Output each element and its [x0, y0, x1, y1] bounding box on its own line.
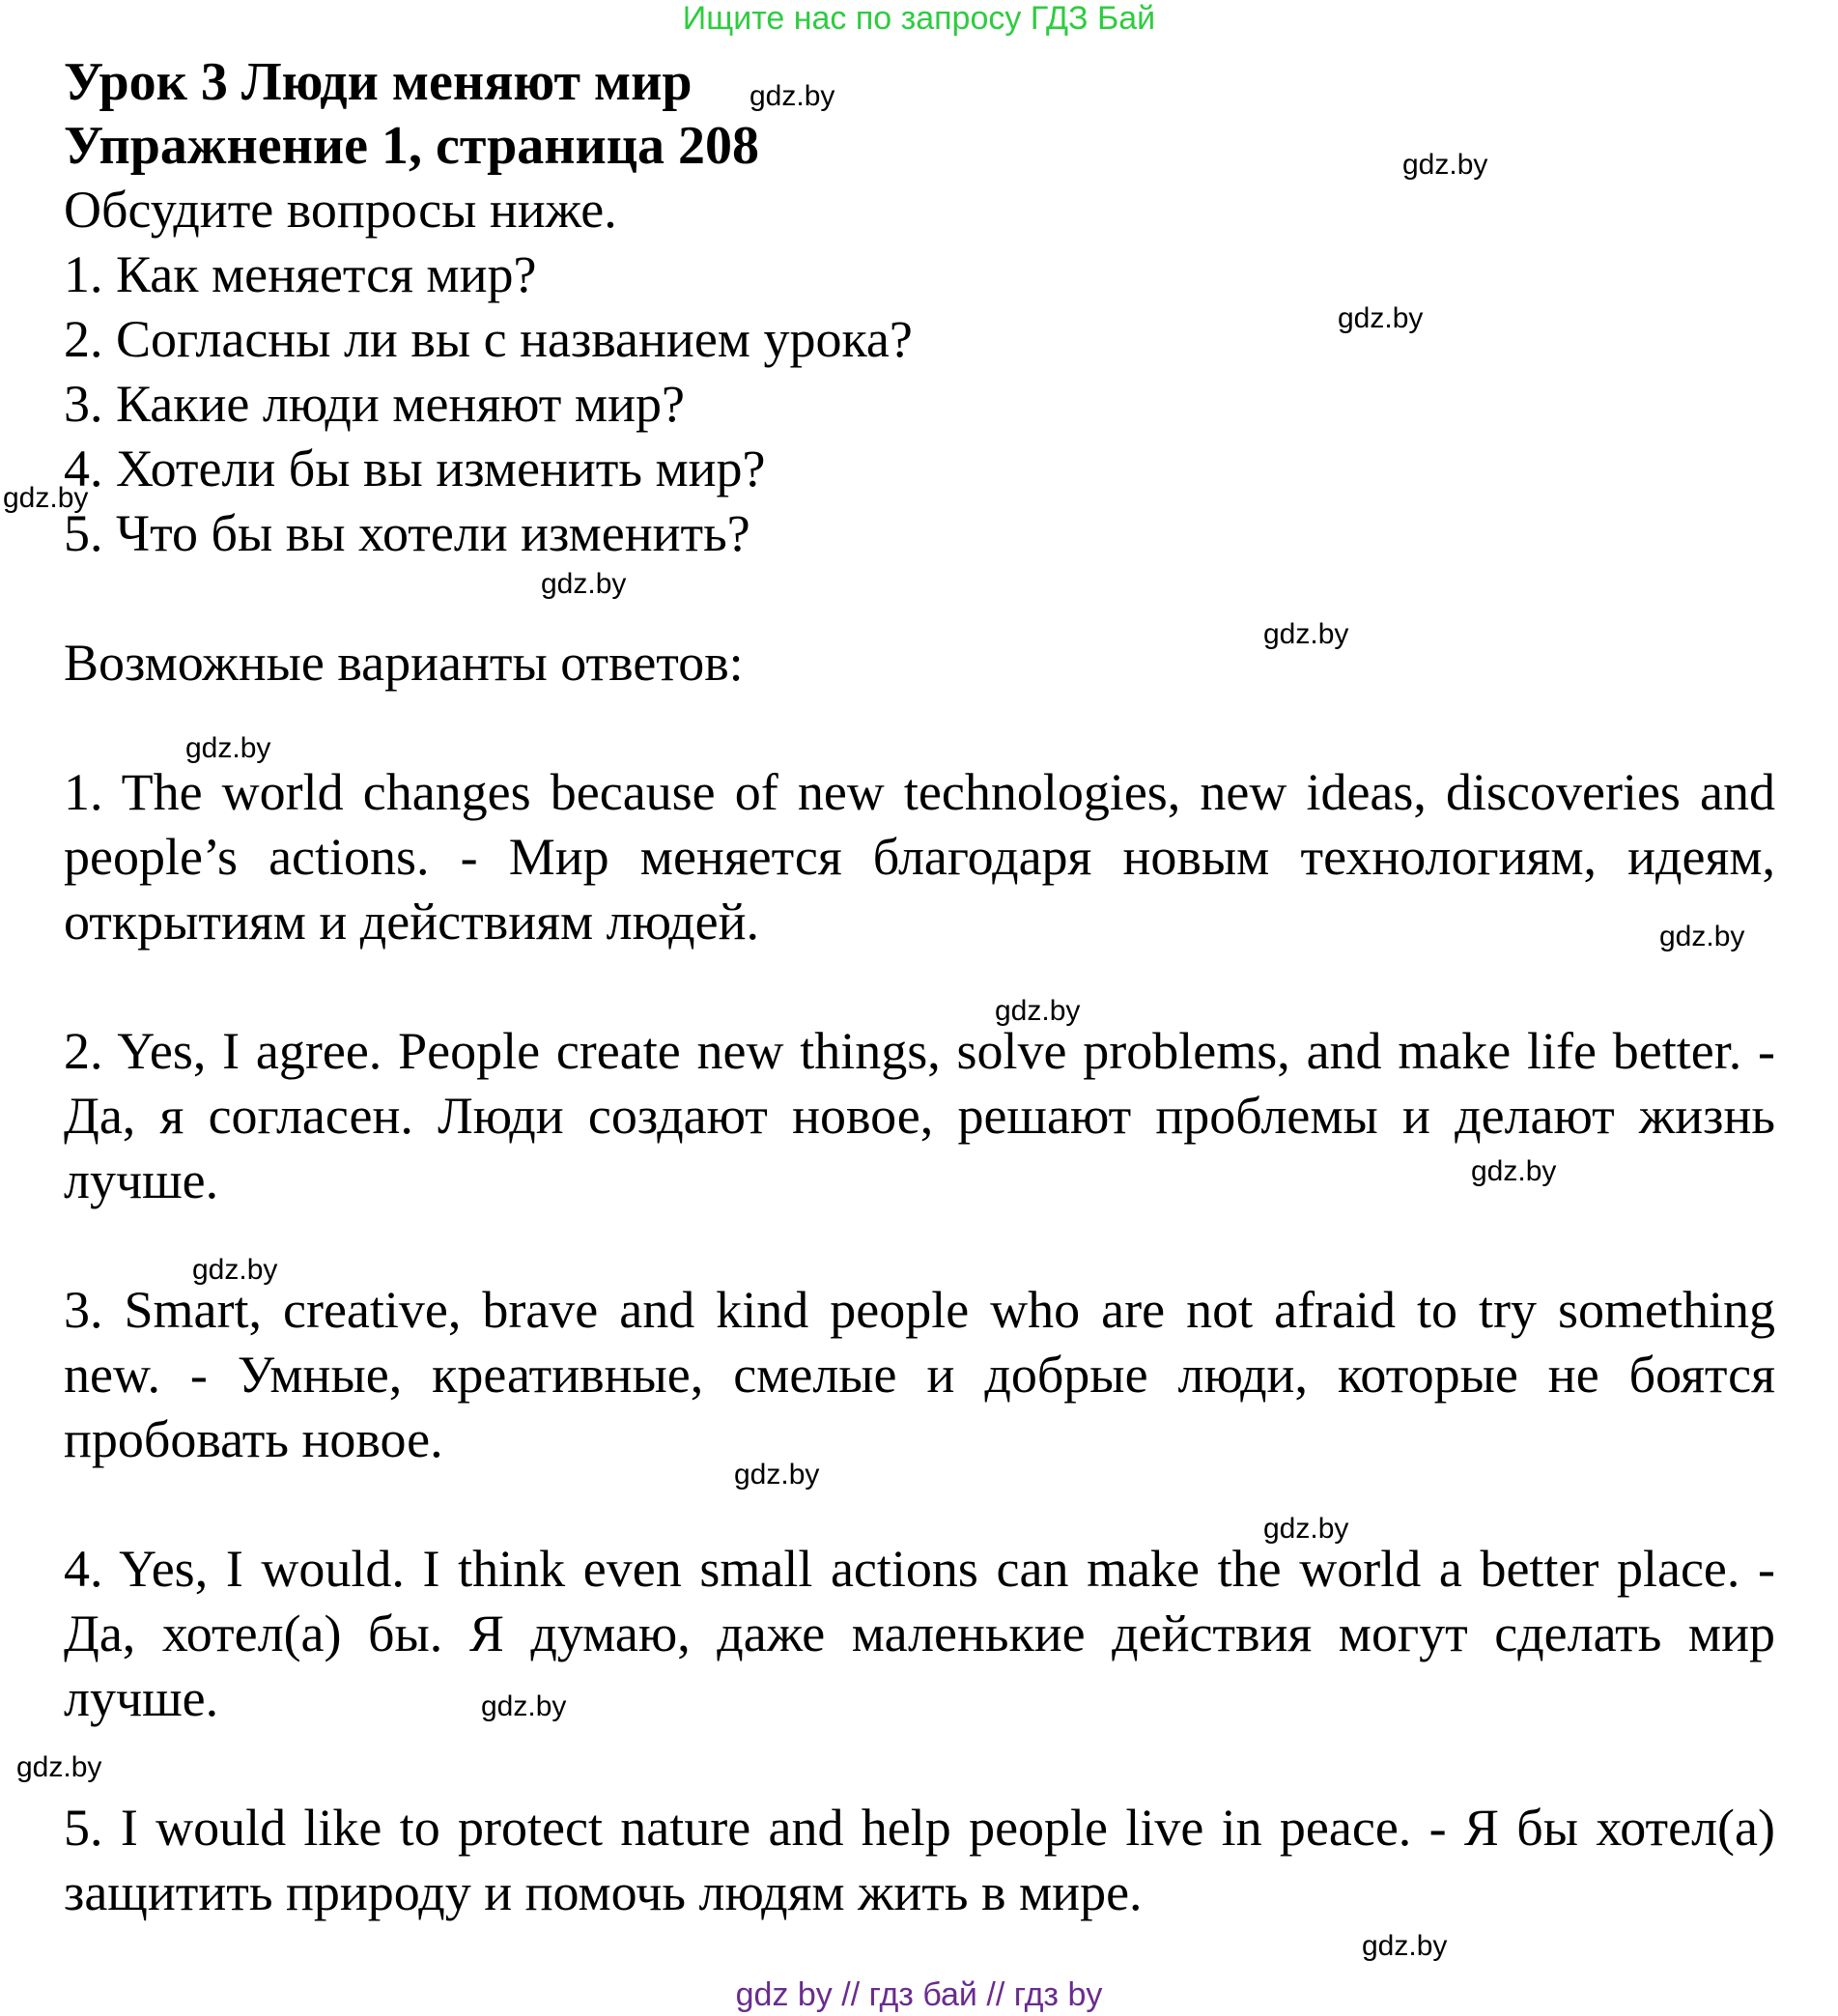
- question-1: 1. Как меняется мир?: [64, 245, 537, 303]
- answer-1: 1. The world changes because of new technologies, new ideas, discoveries and people’s actions. - Мир меняется благодаря новым технологиям, идеям, открытиям и действиям людей.: [64, 763, 1775, 951]
- watermark: gdz.by: [481, 1690, 567, 1722]
- watermark: gdz.by: [995, 995, 1081, 1027]
- watermark: gdz.by: [1338, 302, 1424, 334]
- bottom-banner: gdz by // гдз бай // гдз by: [735, 1976, 1103, 2013]
- watermark: gdz.by: [16, 1751, 102, 1783]
- question-5: 5. Что бы вы хотели изменить?: [64, 504, 750, 562]
- answer-4: 4. Yes, I would. I think even small actions can make the world a better place. - Да, хотел(а) бы. Я думаю, даже маленькие действия могут сделать мир лучше.: [64, 1540, 1775, 1727]
- watermark: gdz.by: [1263, 618, 1349, 650]
- watermark: gdz.by: [1362, 1930, 1448, 1962]
- document-body: [64, 50, 1775, 1925]
- watermark: gdz.by: [749, 80, 835, 112]
- watermark: gdz.by: [185, 732, 271, 764]
- exercise-title: Упражнение 1, страница 208: [64, 116, 760, 176]
- watermark: gdz.by: [1471, 1155, 1557, 1187]
- top-banner: Ищите нас по запросу ГДЗ Бай: [682, 0, 1156, 37]
- lesson-title: Урок 3 Люди меняют мир: [64, 52, 693, 112]
- watermark: gdz.by: [192, 1254, 278, 1286]
- question-4: 4. Хотели бы вы изменить мир?: [64, 440, 766, 497]
- watermark: gdz.by: [1263, 1513, 1349, 1545]
- watermark: gdz.by: [541, 568, 627, 600]
- question-3: 3. Какие люди меняют мир?: [64, 375, 685, 433]
- answer-3: 3. Smart, creative, brave and kind people who are not afraid to try something new. - Умные, креативные, смелые и добрые люди, которые не боятся пробовать новое.: [64, 1281, 1775, 1468]
- watermark: gdz.by: [1402, 149, 1488, 181]
- answers-heading: Возможные варианты ответов:: [64, 634, 744, 692]
- answer-5: 5. I would like to protect nature and help people live in peace. - Я бы хотел(а) защитить природу и помочь людям жить в мире.: [64, 1799, 1775, 1921]
- watermark: gdz.by: [3, 482, 89, 514]
- watermark: gdz.by: [734, 1459, 820, 1491]
- watermark: gdz.by: [1659, 921, 1745, 952]
- answer-2: 2. Yes, I agree. People create new things, solve problems, and make life better. - Да, я согласен. Люди создают новое, решают проблемы и делают жизнь лучше.: [64, 1022, 1775, 1209]
- instruction: Обсудите вопросы ниже.: [64, 181, 617, 239]
- question-2: 2. Согласны ли вы с названием урока?: [64, 310, 913, 368]
